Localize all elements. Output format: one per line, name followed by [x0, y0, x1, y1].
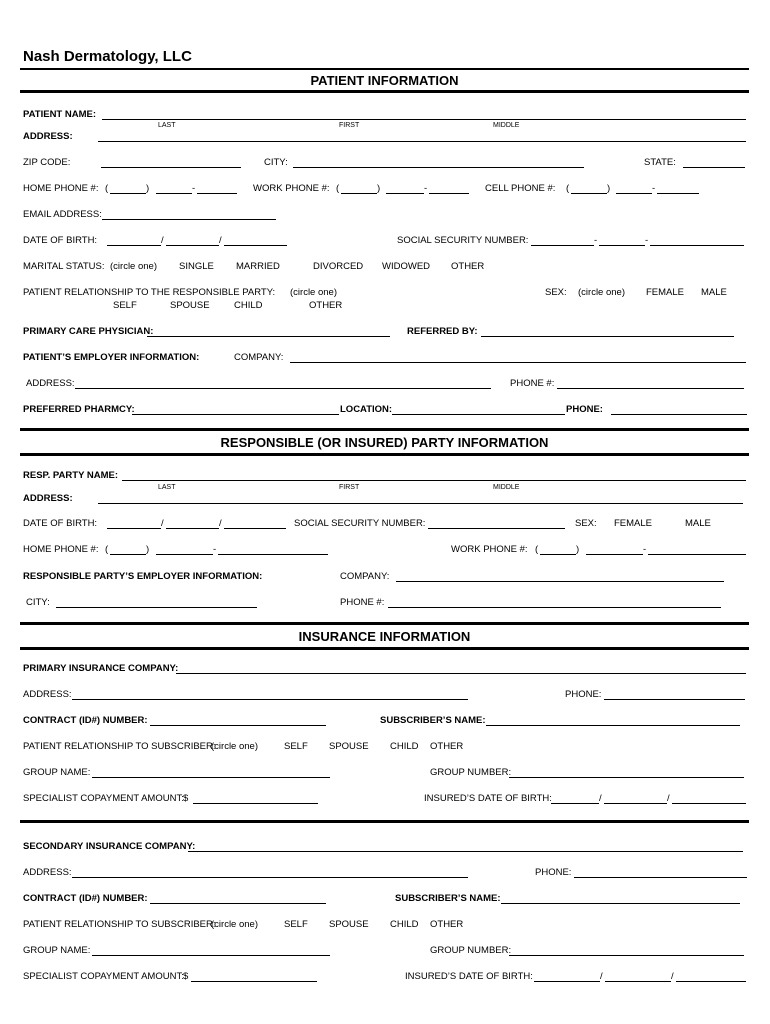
- insurance-divider: [20, 820, 749, 823]
- resp-work-phone-line-field[interactable]: [648, 554, 746, 555]
- secondary-contract-label: CONTRACT (ID#) NUMBER:: [23, 893, 148, 904]
- cell-phone-label: CELL PHONE #:: [485, 183, 556, 194]
- primary-phone-label: PHONE:: [565, 689, 602, 700]
- secondary-copay-label: SPECIALIST COPAYMENT AMOUNT:: [23, 971, 184, 982]
- patient-company-label: COMPANY:: [234, 352, 284, 363]
- patient-name-sub-middle: MIDDLE: [493, 122, 520, 129]
- primary-contract-field[interactable]: [150, 725, 326, 726]
- resp-dob-slash-1: /: [161, 518, 164, 529]
- patient-name-sub-first: FIRST: [339, 122, 360, 129]
- resp-sex-option-female[interactable]: FEMALE: [614, 518, 653, 529]
- resp-home-phone-line-field[interactable]: [218, 554, 328, 555]
- primary-subscriber-field[interactable]: [486, 725, 740, 726]
- patient-section-title: PATIENT INFORMATION: [310, 73, 459, 88]
- secondary-group-number-label: GROUP NUMBER:: [430, 945, 512, 956]
- resp-ssn-field[interactable]: [428, 528, 565, 529]
- secondary-group-name-label: GROUP NAME:: [23, 945, 91, 956]
- resp-name-sub-first: FIRST: [339, 484, 360, 491]
- secondary-insured-dob-label: INSURED’S DATE OF BIRTH:: [405, 971, 533, 982]
- marital-label: MARITAL STATUS:: [23, 261, 105, 272]
- primary-address-label: ADDRESS:: [23, 689, 72, 700]
- home-phone-paren-open: (: [105, 183, 109, 194]
- cell-phone-area-field[interactable]: [571, 193, 607, 194]
- resp-work-phone-prefix-field[interactable]: [586, 554, 643, 555]
- state-field[interactable]: [683, 167, 745, 168]
- primary-group-name-field[interactable]: [92, 777, 330, 778]
- secondary-company-field[interactable]: [188, 851, 743, 852]
- primary-copay-currency: $: [183, 793, 189, 804]
- relationship-label: PATIENT RELATIONSHIP TO THE RESPONSIBLE PARTY:: [23, 287, 276, 298]
- primary-relationship-option-spouse[interactable]: SPOUSE: [329, 741, 369, 752]
- patient-dob-day-field[interactable]: [166, 245, 219, 246]
- relationship-option-child[interactable]: CHILD: [234, 300, 263, 311]
- patient-sex-circle-one: (circle one): [578, 287, 625, 298]
- primary-address-field[interactable]: [72, 699, 468, 700]
- home-phone-dash: -: [192, 183, 196, 194]
- header-rule-bottom: [20, 90, 749, 93]
- work-phone-paren-open: (: [336, 183, 340, 194]
- resp-address-label: ADDRESS:: [23, 493, 73, 504]
- primary-insured-dob-day-field[interactable]: [604, 803, 667, 804]
- primary-copay-field[interactable]: [193, 803, 318, 804]
- resp-dob-month-field[interactable]: [107, 528, 161, 529]
- secondary-address-label: ADDRESS:: [23, 867, 72, 878]
- work-phone-area-field[interactable]: [341, 193, 377, 194]
- resp-work-phone-dash: -: [643, 544, 647, 555]
- patient-employer-phone-field[interactable]: [557, 388, 744, 389]
- resp-employer-label: RESPONSIBLE PARTY’S EMPLOYER INFORMATION:: [23, 571, 263, 582]
- company-name: Nash Dermatology, LLC: [23, 48, 192, 65]
- cell-phone-paren-open: (: [566, 183, 570, 194]
- patient-name-field[interactable]: [102, 119, 746, 120]
- home-phone-paren-close: ): [146, 183, 150, 194]
- secondary-contract-field[interactable]: [150, 903, 326, 904]
- resp-address-field[interactable]: [98, 503, 743, 504]
- patient-employer-phone-label: PHONE #:: [510, 378, 555, 389]
- secondary-relationship-option-child[interactable]: CHILD: [390, 919, 419, 930]
- cell-phone-paren-close: ): [607, 183, 611, 194]
- email-field[interactable]: [102, 219, 276, 220]
- pcp-field[interactable]: [147, 336, 390, 337]
- home-phone-label: HOME PHONE #:: [23, 183, 99, 194]
- primary-company-field[interactable]: [176, 673, 746, 674]
- work-phone-dash: -: [424, 183, 428, 194]
- zip-field[interactable]: [101, 167, 241, 168]
- patient-name-sub-last: LAST: [158, 122, 176, 129]
- primary-insured-dob-label: INSURED’S DATE OF BIRTH:: [424, 793, 552, 804]
- work-phone-label: WORK PHONE #:: [253, 183, 330, 194]
- patient-address-label: ADDRESS:: [23, 131, 73, 142]
- state-label: STATE:: [644, 157, 676, 168]
- insurance-section-title: INSURANCE INFORMATION: [298, 629, 471, 644]
- resp-work-phone-paren-close: ): [576, 544, 580, 555]
- resp-home-phone-area-field[interactable]: [110, 554, 146, 555]
- cell-phone-dash: -: [652, 183, 656, 194]
- resp-name-field[interactable]: [122, 480, 746, 481]
- primary-contract-label: CONTRACT (ID#) NUMBER:: [23, 715, 148, 726]
- marital-option-divorced[interactable]: DIVORCED: [313, 261, 364, 272]
- resp-work-phone-label: WORK PHONE #:: [451, 544, 528, 555]
- secondary-copay-currency: $: [183, 971, 189, 982]
- secondary-group-number-field[interactable]: [509, 955, 744, 956]
- relationship-circle-one: (circle one): [290, 287, 337, 298]
- pharmacy-location-label: LOCATION:: [340, 404, 393, 415]
- work-phone-prefix-field[interactable]: [386, 193, 424, 194]
- secondary-phone-field[interactable]: [574, 877, 747, 878]
- relationship-option-spouse[interactable]: SPOUSE: [170, 300, 210, 311]
- patient-dob-year-field[interactable]: [224, 245, 287, 246]
- primary-relationship-label: PATIENT RELATIONSHIP TO SUBSCRIBER:: [23, 741, 216, 752]
- primary-copay-label: SPECIALIST COPAYMENT AMOUNT:: [23, 793, 184, 804]
- work-phone-line-field[interactable]: [429, 193, 469, 194]
- marital-option-married[interactable]: MARRIED: [236, 261, 280, 272]
- resp-name-label: RESP. PARTY NAME:: [23, 470, 119, 481]
- resp-sex-option-male[interactable]: MALE: [685, 518, 711, 529]
- resp-city-label: CITY:: [26, 597, 50, 608]
- relationship-option-self[interactable]: SELF: [113, 300, 137, 311]
- pharmacy-phone-field[interactable]: [611, 414, 747, 415]
- city-label: CITY:: [264, 157, 288, 168]
- patient-company-field[interactable]: [290, 362, 746, 363]
- pcp-label: PRIMARY CARE PHYSICIAN:: [23, 326, 154, 337]
- secondary-relationship-option-self[interactable]: SELF: [284, 919, 308, 930]
- pharmacy-field[interactable]: [132, 414, 339, 415]
- secondary-relationship-circle-one: (circle one): [211, 919, 258, 930]
- zip-label: ZIP CODE:: [23, 157, 71, 168]
- patient-employer-label: PATIENT’S EMPLOYER INFORMATION:: [23, 352, 200, 363]
- secondary-insured-dob-slash-1: /: [600, 971, 603, 982]
- secondary-subscriber-label: SUBSCRIBER’S NAME:: [395, 893, 501, 904]
- insurance-rule-top: [20, 622, 749, 625]
- work-phone-paren-close: ): [377, 183, 381, 194]
- primary-insured-dob-slash-1: /: [599, 793, 602, 804]
- secondary-insured-dob-year-field[interactable]: [676, 981, 746, 982]
- patient-ssn-serial-field[interactable]: [650, 245, 744, 246]
- secondary-phone-label: PHONE:: [535, 867, 572, 878]
- secondary-copay-field[interactable]: [191, 981, 317, 982]
- secondary-relationship-option-spouse[interactable]: SPOUSE: [329, 919, 369, 930]
- pharmacy-location-field[interactable]: [392, 414, 565, 415]
- patient-sex-option-female[interactable]: FEMALE: [646, 287, 685, 298]
- patient-name-label: PATIENT NAME:: [23, 109, 97, 120]
- marital-option-other[interactable]: OTHER: [451, 261, 485, 272]
- primary-phone-field[interactable]: [604, 699, 745, 700]
- header-rule-top: [20, 68, 749, 70]
- resp-dob-slash-2: /: [219, 518, 222, 529]
- patient-dob-slash-1: /: [161, 235, 164, 246]
- referred-field[interactable]: [481, 336, 734, 337]
- city-field[interactable]: [293, 167, 584, 168]
- primary-company-label: PRIMARY INSURANCE COMPANY:: [23, 663, 179, 674]
- secondary-insured-dob-slash-2: /: [671, 971, 674, 982]
- patient-ssn-label: SOCIAL SECURITY NUMBER:: [397, 235, 529, 246]
- resp-work-phone-paren-open: (: [535, 544, 539, 555]
- marital-option-single[interactable]: SINGLE: [179, 261, 214, 272]
- resp-home-phone-dash: -: [213, 544, 217, 555]
- patient-dob-slash-2: /: [219, 235, 222, 246]
- primary-relationship-option-child[interactable]: CHILD: [390, 741, 419, 752]
- pharmacy-phone-label: PHONE:: [566, 404, 603, 415]
- resp-home-phone-paren-open: (: [105, 544, 109, 555]
- patient-dob-label: DATE OF BIRTH:: [23, 235, 98, 246]
- home-phone-line-field[interactable]: [197, 193, 237, 194]
- secondary-relationship-label: PATIENT RELATIONSHIP TO SUBSCRIBER:: [23, 919, 216, 930]
- resp-name-sub-middle: MIDDLE: [493, 484, 520, 491]
- home-phone-area-field[interactable]: [110, 193, 146, 194]
- primary-subscriber-label: SUBSCRIBER’S NAME:: [380, 715, 486, 726]
- patient-employer-address-label: ADDRESS:: [26, 378, 75, 389]
- cell-phone-prefix-field[interactable]: [616, 193, 652, 194]
- resp-company-label: COMPANY:: [340, 571, 390, 582]
- primary-insured-dob-year-field[interactable]: [672, 803, 746, 804]
- secondary-relationship-option-other[interactable]: OTHER: [430, 919, 464, 930]
- primary-group-number-label: GROUP NUMBER:: [430, 767, 512, 778]
- secondary-subscriber-field[interactable]: [501, 903, 740, 904]
- secondary-address-field[interactable]: [72, 877, 468, 878]
- resp-phone-label: PHONE #:: [340, 597, 385, 608]
- primary-relationship-circle-one: (circle one): [211, 741, 258, 752]
- marital-circle-one: (circle one): [110, 261, 157, 272]
- primary-relationship-option-other[interactable]: OTHER: [430, 741, 464, 752]
- resp-phone-field[interactable]: [388, 607, 721, 608]
- resp-city-field[interactable]: [56, 607, 257, 608]
- resp-dob-year-field[interactable]: [224, 528, 286, 529]
- patient-ssn-dash-2: -: [645, 235, 649, 246]
- resp-home-phone-paren-close: ): [146, 544, 150, 555]
- responsible-rule-bottom: [20, 453, 749, 456]
- resp-sex-label: SEX:: [575, 518, 597, 529]
- secondary-group-name-field[interactable]: [92, 955, 330, 956]
- home-phone-prefix-field[interactable]: [156, 193, 192, 194]
- relationship-option-other[interactable]: OTHER: [309, 300, 343, 311]
- cell-phone-line-field[interactable]: [657, 193, 699, 194]
- primary-group-number-field[interactable]: [509, 777, 744, 778]
- pharmacy-label: PREFERRED PHARMCY:: [23, 404, 135, 415]
- resp-home-phone-label: HOME PHONE #:: [23, 544, 99, 555]
- resp-dob-label: DATE OF BIRTH:: [23, 518, 98, 529]
- insurance-rule-bottom: [20, 647, 749, 650]
- patient-employer-address-field[interactable]: [75, 388, 491, 389]
- resp-work-phone-area-field[interactable]: [540, 554, 576, 555]
- secondary-insured-dob-month-field[interactable]: [534, 981, 600, 982]
- primary-insured-dob-month-field[interactable]: [551, 803, 599, 804]
- patient-ssn-group-field[interactable]: [599, 245, 645, 246]
- marital-option-widowed[interactable]: WIDOWED: [382, 261, 431, 272]
- resp-company-field[interactable]: [396, 581, 724, 582]
- responsible-rule-top: [20, 428, 749, 431]
- secondary-insured-dob-day-field[interactable]: [605, 981, 671, 982]
- resp-name-sub-last: LAST: [158, 484, 176, 491]
- primary-group-name-label: GROUP NAME:: [23, 767, 91, 778]
- patient-ssn-area-field[interactable]: [531, 245, 594, 246]
- email-label: EMAIL ADDRESS:: [23, 209, 102, 220]
- referred-label: REFERRED BY:: [407, 326, 478, 337]
- resp-home-phone-prefix-field[interactable]: [156, 554, 213, 555]
- responsible-section-title: RESPONSIBLE (OR INSURED) PARTY INFORMATION: [220, 435, 549, 450]
- primary-relationship-option-self[interactable]: SELF: [284, 741, 308, 752]
- patient-address-field[interactable]: [98, 141, 746, 142]
- resp-ssn-label: SOCIAL SECURITY NUMBER:: [294, 518, 426, 529]
- patient-ssn-dash-1: -: [594, 235, 598, 246]
- secondary-company-label: SECONDARY INSURANCE COMPANY:: [23, 841, 196, 852]
- patient-sex-option-male[interactable]: MALE: [701, 287, 727, 298]
- patient-dob-month-field[interactable]: [107, 245, 161, 246]
- resp-dob-day-field[interactable]: [166, 528, 219, 529]
- primary-insured-dob-slash-2: /: [667, 793, 670, 804]
- patient-sex-label: SEX:: [545, 287, 567, 298]
